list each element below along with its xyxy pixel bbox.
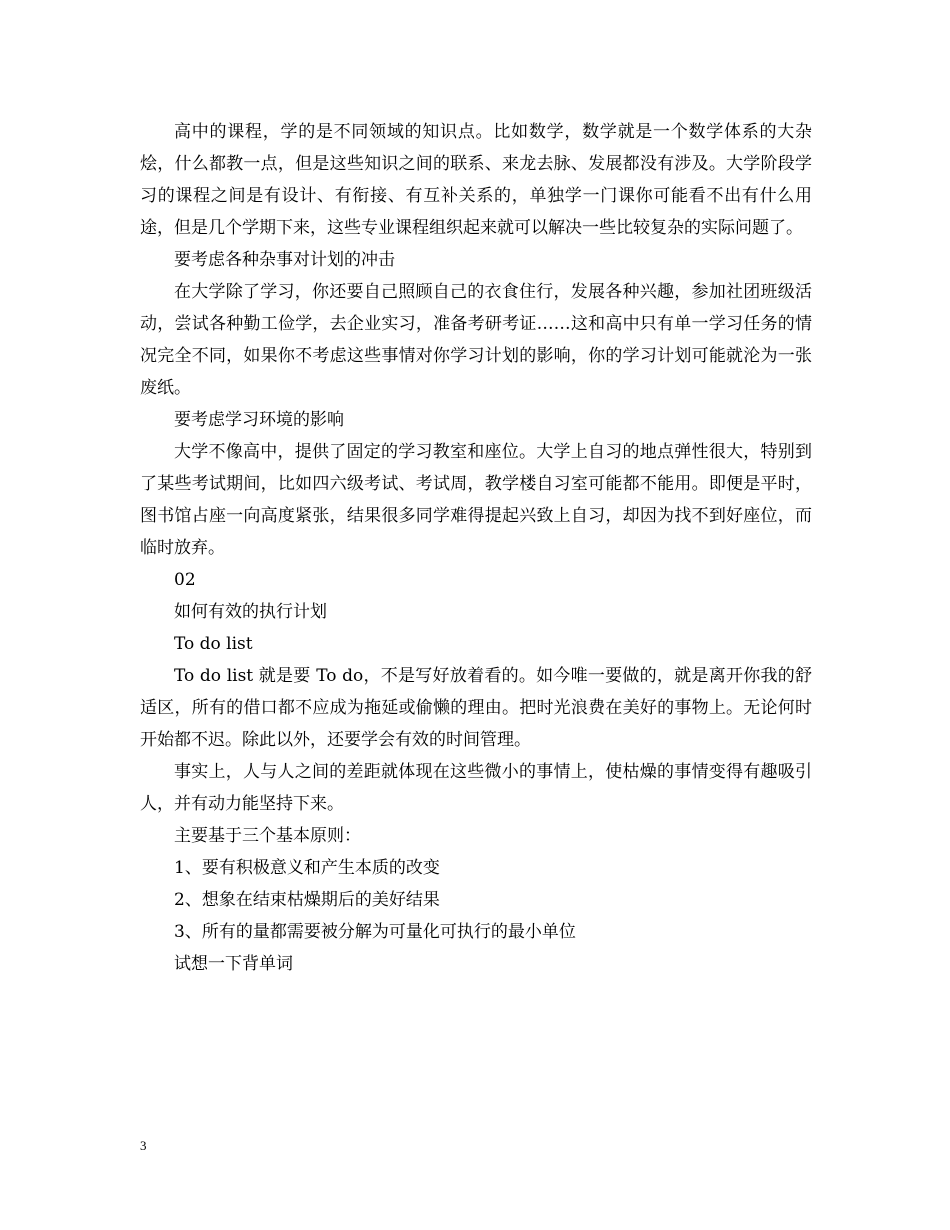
- principles-intro: 主要基于三个基本原则：: [174, 826, 361, 846]
- document-body: [140, 116, 812, 980]
- page-number: 3: [140, 1138, 147, 1153]
- heading-todo-list: To do list: [174, 634, 253, 654]
- paragraph-environment: 大学不像高中，提供了固定的学习教室和座位。大学上自习的地点弹性很大，特别到了某些考试期间，比如四六级考试、考试周，教学楼自习室可能都不能用。即便是平时，图书馆占座一向高度紧张，结果很多同学难得提起兴致上自习，却因为找不到好座位，而临时放弃。: [140, 442, 812, 558]
- heading-consider-environment: 要考虑学习环境的影响: [174, 410, 344, 430]
- paragraph-small-things: 事实上，人与人之间的差距就体现在这些微小的事情上，使枯燥的事情变得有趣吸引人，并有动力能坚持下来。: [140, 762, 812, 814]
- principle-item-3: 3、所有的量都需要被分解为可量化可执行的最小单位: [174, 922, 576, 942]
- principle-item-2: 2、想象在结束枯燥期后的美好结果: [174, 890, 440, 910]
- paragraph-vocabulary: 试想一下背单词: [174, 954, 293, 974]
- section-title: 如何有效的执行计划: [174, 602, 327, 622]
- paragraph-todo-list: To do list 就是要 To do，不是写好放着看的。如今唯一要做的，就是离开你我的舒适区，所有的借口都不应成为拖延或偷懒的理由。把时光浪费在美好的事物上。无论何时开始都不迟。除此以外，还要学会有效的时间管理。: [140, 666, 812, 750]
- section-number: 02: [174, 570, 196, 590]
- heading-consider-chores: 要考虑各种杂事对计划的冲击: [174, 250, 395, 270]
- paragraph-chores: 在大学除了学习，你还要自己照顾自己的衣食住行，发展各种兴趣，参加社团班级活动，尝试各种勤工俭学，去企业实习，准备考研考证……这和高中只有单一学习任务的情况完全不同，如果你不考虑这些事情对你学习计划的影响，你的学习计划可能就沦为一张废纸。: [140, 282, 812, 398]
- paragraph-course-difference: 高中的课程，学的是不同领域的知识点。比如数学，数学就是一个数学体系的大杂烩，什么都教一点，但是这些知识之间的联系、来龙去脉、发展都没有涉及。大学阶段学习的课程之间是有设计、有衔接、有互补关系的，单独学一门课你可能看不出有什么用途，但是几个学期下来，这些专业课程组织起来就可以解决一些比较复杂的实际问题了。: [140, 122, 812, 238]
- principle-item-1: 1、要有积极意义和产生本质的改变: [174, 858, 440, 878]
